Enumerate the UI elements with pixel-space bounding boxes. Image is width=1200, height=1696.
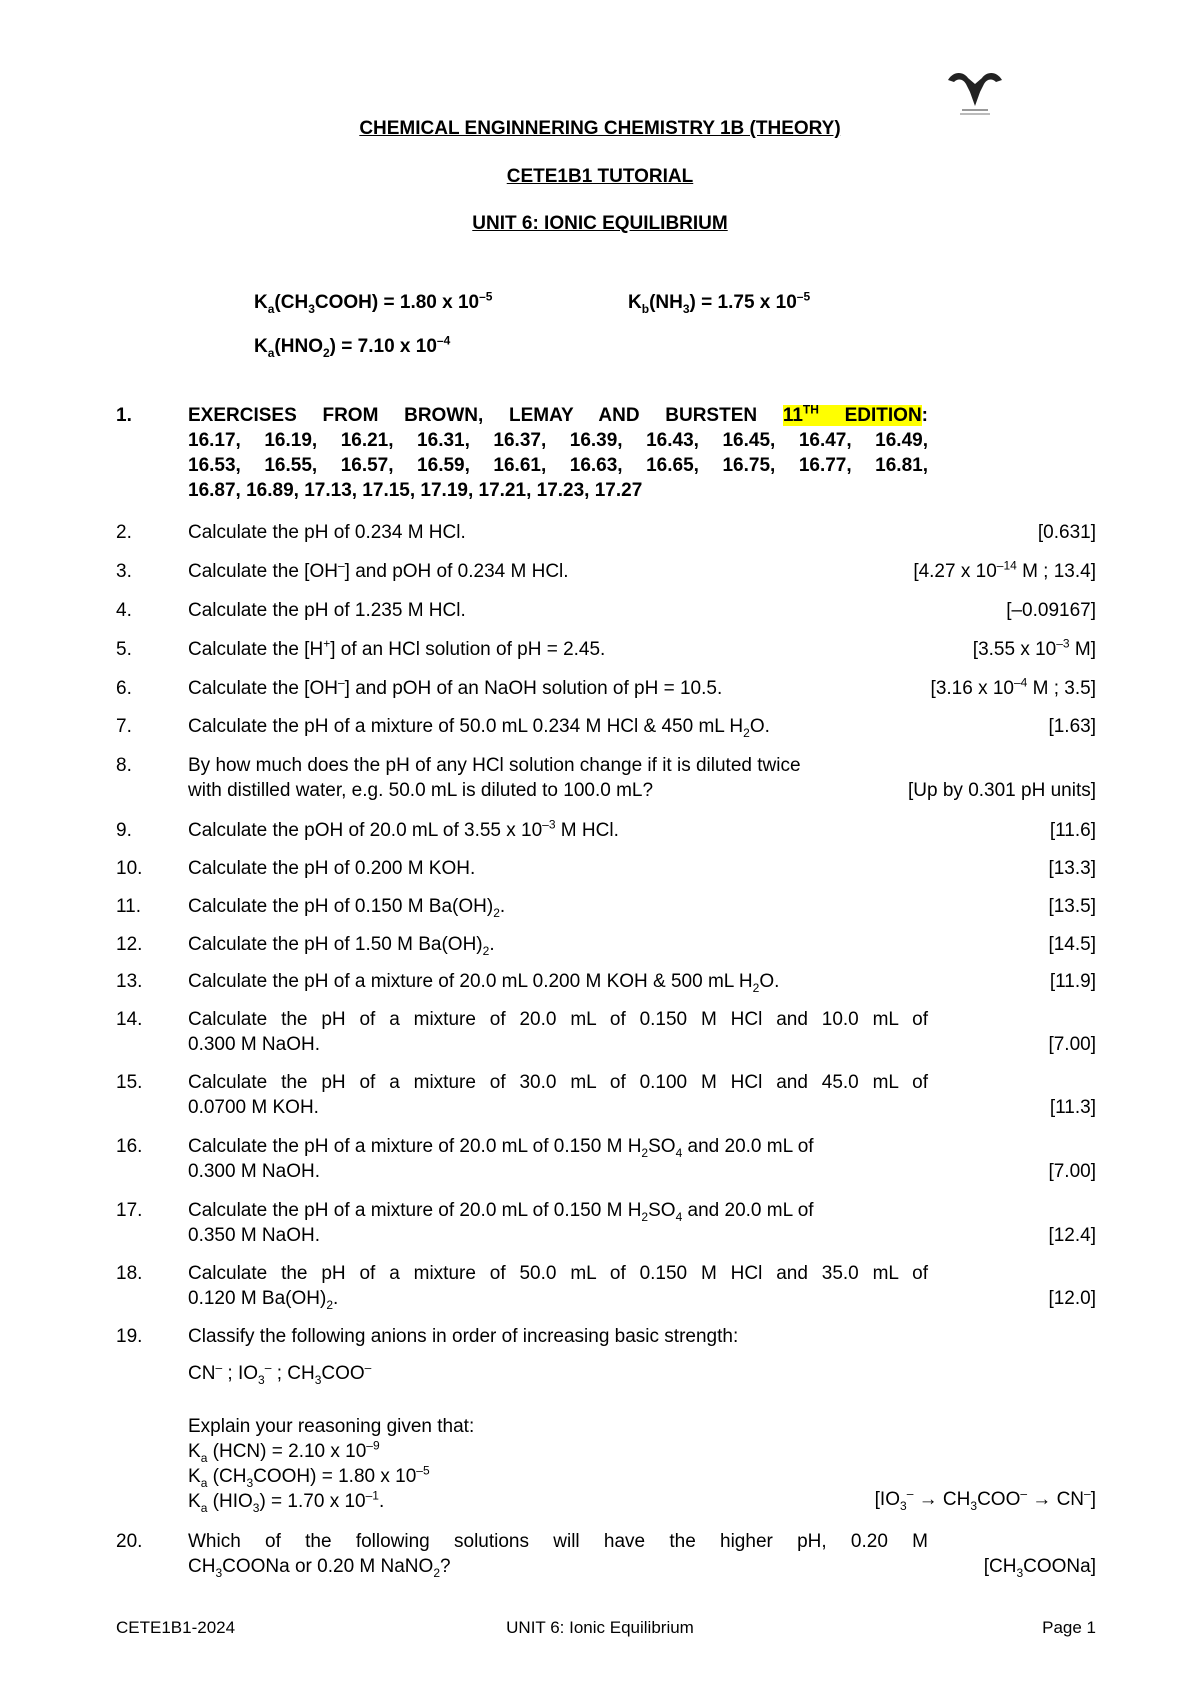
- answer: [12.4]: [1048, 1225, 1096, 1246]
- question-10: 10. Calculate the pH of 0.200 M KOH. [13.3]: [116, 858, 1096, 879]
- question-11: 11. Calculate the pH of 0.150 M $Ba(OH)_2$. [13.5]: [116, 896, 1096, 920]
- question-1-line2: 16.17, 16.19, 16.21, 16.31, 16.37, 16.39, 16.43, 16.45, 16.47, 16.49,: [188, 430, 928, 451]
- given-ka-hio3: $K_a$ $(HIO_3) = 1.70$ x $10^{-1}$.: [188, 1488, 385, 1515]
- question-15: 15. Calculate the pH of a mixture of 30.0 mL of 0.100 M HCl and 45.0 mL of 0.0700 M KOH. [11.3]: [116, 1072, 1096, 1118]
- answer: [14.5]: [1048, 934, 1096, 955]
- question-1: [116, 403, 1096, 503]
- answer: [13.5]: [1048, 896, 1096, 917]
- question-text: Calculate the pH of 1.235 M HCl.: [188, 600, 466, 621]
- answer: [Up by 0.301 pH units]: [908, 780, 1096, 801]
- constant-ka-acetic: $K_a(CH_3COOH) = 1.80$ x $10^{-5}$: [254, 289, 493, 316]
- question-text: Which of the following solutions will have the higher pH, 0.20 M: [188, 1531, 928, 1552]
- question-text: Calculate the pH of 0.234 M HCl.: [188, 522, 466, 543]
- question-text: Classify the following anions in order of increasing basic strength:: [188, 1326, 739, 1347]
- question-20: 20. Which of the following solutions will have the higher pH, 0.20 M $CH_3COONa$ or 0.20 M NaNO$_2$? $[CH_3COONa]$: [116, 1531, 1096, 1580]
- question-13: 13. Calculate the pH of a mixture of 20.0 mL 0.200 M KOH & 500 mL $H_2O$. [11.9]: [116, 971, 1096, 995]
- question-text: Calculate the pH of a mixture of 20.0 mL of 0.150 M $H_2SO_4$ and 20.0 mL of: [188, 1136, 814, 1160]
- answer: [–0.09167]: [1006, 600, 1096, 621]
- question-text: 0.120 M $Ba(OH)_2$.: [188, 1288, 339, 1312]
- constant-ka-nitrous: $K_a(HNO_2) = 7.10$ x $10^{-4}$: [254, 333, 451, 360]
- question-text: 0.300 M NaOH.: [188, 1161, 320, 1182]
- footer-page-number: Page 1: [1042, 1618, 1096, 1637]
- answer: $[IO_3^- \to CH_3COO^- \to CN^-]$: [874, 1486, 1096, 1513]
- answer: $[CH_3COONa]$: [983, 1556, 1096, 1580]
- answer: [3.55 x $10^{-3}$ M]: [972, 636, 1096, 660]
- question-7: 7. Calculate the pH of a mixture of 50.0 mL 0.234 M HCl & 450 mL $H_2O$. [1.63]: [116, 716, 1096, 740]
- question-text: Calculate the pH of 1.50 M $Ba(OH)_2$.: [188, 934, 495, 958]
- question-1-line3: 16.53, 16.55, 16.57, 16.59, 16.61, 16.63, 16.65, 16.75, 16.77, 16.81,: [188, 455, 928, 476]
- question-1-line1: EXERCISES FROM BROWN, LEMAY AND BURSTEN 11TH EDITION:: [188, 402, 928, 426]
- answer: [7.00]: [1048, 1161, 1096, 1182]
- page-subtitle: CETE1B1 TUTORIAL: [506, 166, 694, 187]
- anion-list: CN– ; $IO_3^-$ ; $CH_3COO^-$: [188, 1360, 372, 1387]
- question-text: with distilled water, e.g. 50.0 mL is diluted to 100.0 mL?: [188, 780, 654, 801]
- question-1-line4: 16.87, 16.89, 17.13, 17.15, 17.19, 17.21, 17.23, 17.27: [188, 480, 643, 501]
- question-text: Explain your reasoning given that:: [188, 1416, 475, 1437]
- question-5: 5. Calculate the [H+] of an HCl solution of pH = 2.45. [3.55 x $10^{-3}$ M]: [116, 636, 1096, 660]
- answer: [4.27 x $10^{-14}$ M ; 13.4]: [913, 558, 1096, 582]
- question-text: Calculate the pH of 0.200 M KOH.: [188, 858, 476, 879]
- question-8: 8. By how much does the pH of any HCl solution change if it is diluted twice with distilled water, e.g. 50.0 mL is diluted to 100.0 mL? [Up by 0.301 pH units]: [116, 755, 1096, 801]
- answer: [3.16 x $10^{-4}$ M ; 3.5]: [930, 675, 1096, 699]
- question-text: Calculate the pH of a mixture of 50.0 mL of 0.150 M HCl and 35.0 mL of: [188, 1263, 928, 1284]
- question-text: Calculate the pH of a mixture of 20.0 mL 0.200 M KOH & 500 mL $H_2O$.: [188, 971, 780, 995]
- given-ka-hcn: $K_a$ (HCN) = 2.10 x $10^{-9}$: [188, 1438, 380, 1465]
- answer: [1.63]: [1048, 716, 1096, 737]
- question-16: 16. Calculate the pH of a mixture of 20.0 mL of 0.150 M $H_2SO_4$ and 20.0 mL of 0.300 M NaOH. [7.00]: [116, 1136, 1096, 1182]
- answer: [11.6]: [1049, 820, 1096, 841]
- given-ka-acetic: $K_a$ $(CH_3COOH) = 1.80$ x $10^{-5}$: [188, 1463, 430, 1490]
- question-9: 9. Calculate the pOH of 20.0 mL of 3.55 x $10^{-3}$ M HCl. [11.6]: [116, 817, 1096, 841]
- question-text: $CH_3COONa$ or 0.20 M NaNO$_2$?: [188, 1556, 451, 1580]
- page-title: CHEMICAL ENGINNERING CHEMISTRY 1B (THEORY): [359, 118, 841, 139]
- question-17: 17. Calculate the pH of a mixture of 20.0 mL of 0.150 M $H_2SO_4$ and 20.0 mL of 0.350 M NaOH. [12.4]: [116, 1200, 1096, 1246]
- question-text: Calculate the pH of a mixture of 20.0 mL of 0.150 M $H_2SO_4$ and 20.0 mL of: [188, 1200, 814, 1224]
- question-text: 0.300 M NaOH.: [188, 1034, 320, 1055]
- answer: [12.0]: [1048, 1288, 1096, 1309]
- unit-title: UNIT 6: IONIC EQUILIBRIUM: [472, 213, 728, 234]
- question-text: Calculate the pOH of 20.0 mL of 3.55 x $10^{-3}$ M HCl.: [188, 817, 619, 841]
- question-12: 12. Calculate the pH of 1.50 M $Ba(OH)_2$. [14.5]: [116, 934, 1096, 958]
- question-text: Calculate the [OH–] and pOH of an NaOH solution of pH = 10.5.: [188, 675, 723, 699]
- question-text: Calculate the [OH–] and pOH of 0.234 M HCl.: [188, 558, 569, 582]
- answer: [11.3]: [1049, 1097, 1096, 1118]
- constant-kb-ammonia: $K_b(NH_3) = 1.75$ x $10^{-5}$: [628, 289, 811, 316]
- question-text: Calculate the pH of a mixture of 20.0 mL of 0.150 M HCl and 10.0 mL of: [188, 1009, 928, 1030]
- question-number: 1.: [116, 405, 132, 426]
- question-text: Calculate the pH of a mixture of 30.0 mL of 0.100 M HCl and 45.0 mL of: [188, 1072, 928, 1093]
- question-2: 2. Calculate the pH of 0.234 M HCl. [0.631]: [116, 522, 1096, 543]
- university-logo-icon: [940, 62, 1010, 118]
- answer: [7.00]: [1048, 1034, 1096, 1055]
- question-19: 19. Classify the following anions in order of increasing basic strength: CN– ; $IO_3^-$ ; $CH_3COO^-$ Explain your reasoning given that: $K_a$ (HCN) = 2.10 x $10^{-9}$ $K_a$ $(CH_3COOH) = 1.80$ x $10^{-5}$ $K_a$ $(HIO_3) = 1.70$ x $10^{-1}$. $[IO_3^- \to CH_3COO^- \to CN^-]$: [116, 1326, 1096, 1515]
- edition-highlight: 11TH EDITION: [782, 402, 922, 426]
- answer: [0.631]: [1037, 522, 1096, 543]
- question-text: 0.350 M NaOH.: [188, 1225, 320, 1246]
- question-4: 4. Calculate the pH of 1.235 M HCl. [–0.09167]: [116, 600, 1096, 621]
- question-text: Calculate the pH of 0.150 M $Ba(OH)_2$.: [188, 896, 506, 920]
- question-text: 0.0700 M KOH.: [188, 1097, 319, 1118]
- question-14: 14. Calculate the pH of a mixture of 20.0 mL of 0.150 M HCl and 10.0 mL of 0.300 M NaOH. [7.00]: [116, 1009, 1096, 1055]
- question-3: 3. Calculate the [OH–] and pOH of 0.234 M HCl. [4.27 x $10^{-14}$ M ; 13.4]: [116, 558, 1096, 582]
- footer-code: CETE1B1-2024: [116, 1618, 236, 1637]
- question-text: By how much does the pH of any HCl solution change if it is diluted twice: [188, 755, 801, 776]
- answer: [11.9]: [1049, 971, 1096, 992]
- question-text: Calculate the pH of a mixture of 50.0 mL 0.234 M HCl & 450 mL $H_2O$.: [188, 716, 770, 740]
- answer: [13.3]: [1048, 858, 1096, 879]
- question-text: Calculate the [H+] of an HCl solution of pH = 2.45.: [188, 636, 606, 660]
- footer-unit: UNIT 6: Ionic Equilibrium: [506, 1618, 694, 1637]
- question-6: 6. Calculate the [OH–] and pOH of an NaOH solution of pH = 10.5. [3.16 x $10^{-4}$ M ; 3.5]: [116, 675, 1096, 699]
- question-18: 18. Calculate the pH of a mixture of 50.0 mL of 0.150 M HCl and 35.0 mL of 0.120 M $Ba(OH)_2$. [12.0]: [116, 1263, 1096, 1312]
